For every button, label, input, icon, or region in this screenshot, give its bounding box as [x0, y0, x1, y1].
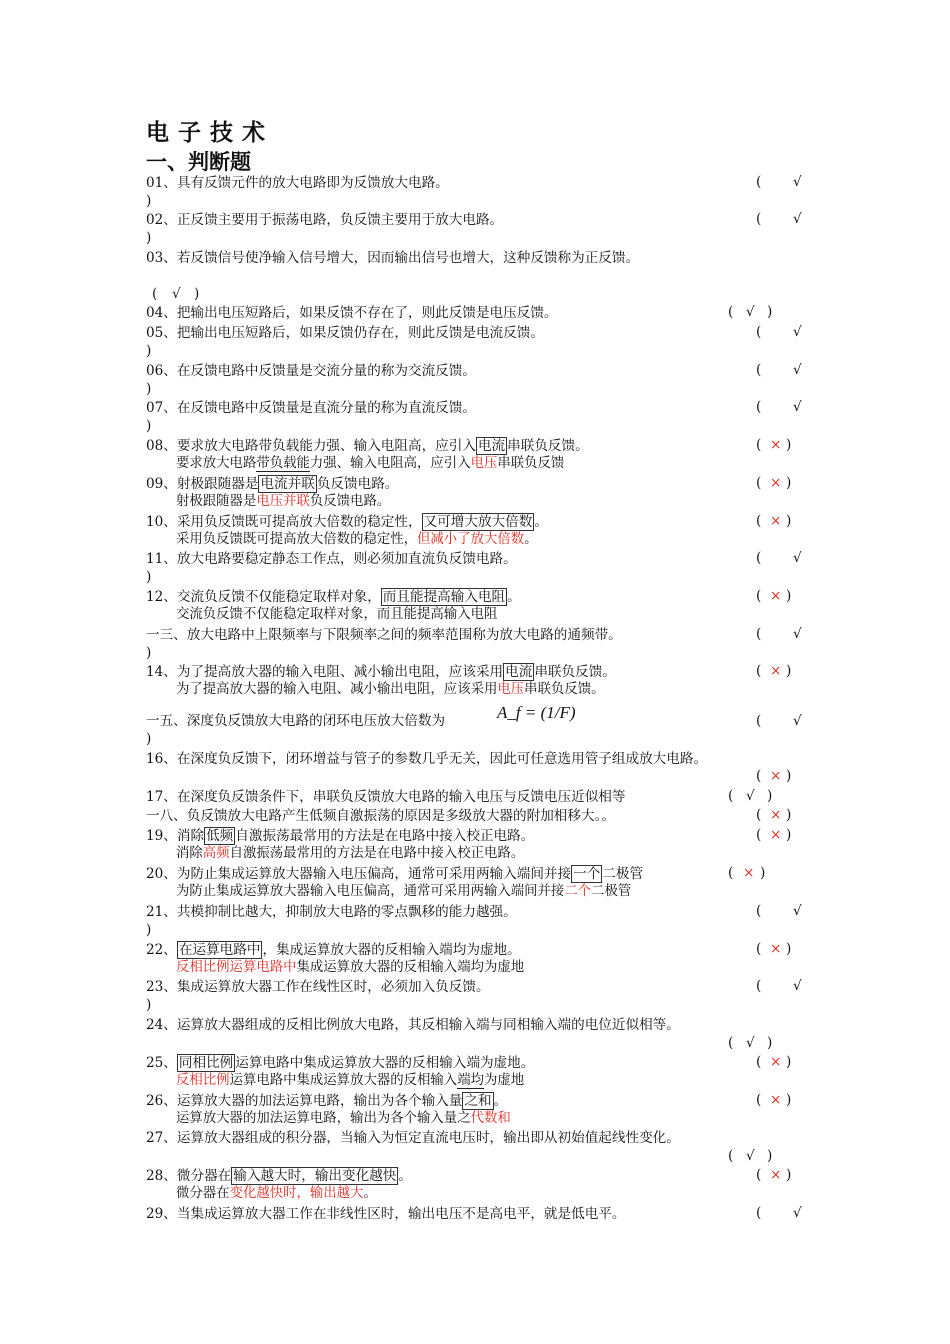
question-20: 20、为防止集成运算放大器输入电压偏高，通常可采用两输入端间并接 一个 二极管 为防止集成运算放大器输入电压偏高，通常可采用两输入端间并接二个二极管: [146, 865, 826, 901]
correction-14: 为了提高放大器的输入电阻、减小输出电阻，应该采用电压串联负反馈。: [176, 682, 605, 697]
question-11: 11、放大电路要稳定静态工作点，则必须加直流负反馈电路。: [146, 551, 517, 567]
answer-29-open: (: [756, 1205, 762, 1221]
answer-27-open: (: [728, 1148, 734, 1164]
correction-09: 射极跟随器是电压并联负反馈电路。: [176, 494, 391, 509]
answer-01-open: (: [756, 174, 762, 190]
answer-03-open: (: [152, 286, 158, 302]
answer-24-mark: √: [746, 1035, 755, 1051]
answer-09-mark: ×: [770, 475, 782, 491]
question-14: 14、为了提高放大器的输入电阻、减小输出电阻，应该采用 电流 串联负反馈。 为了提高放大器的输入电阻、减小输出电阻，应该采用电压串联负反馈。: [146, 663, 826, 699]
section-heading: 一、判断题: [146, 150, 251, 174]
answer-14-mark: ×: [770, 663, 782, 679]
correction-26: 运算放大器的加法运算电路，输出为各个输入量之代数和: [176, 1111, 511, 1126]
answer-21-close: ): [146, 922, 152, 938]
answer-04-close: ): [767, 304, 773, 320]
answer-13-close: ): [146, 645, 152, 661]
answer-16-open: (: [756, 768, 762, 784]
answer-18-mark: ×: [770, 807, 782, 823]
answer-24-close: ): [767, 1035, 773, 1051]
answer-04-mark: √: [746, 304, 755, 320]
answer-13-open: (: [756, 626, 762, 642]
answer-19-open: (: [756, 827, 762, 843]
question-05: 05、把输出电压短路后，如果反馈仍存在，则此反馈是电流反馈。: [146, 325, 544, 341]
question-18: 一八、负反馈放大电路产生低频自激振荡的原因是多级放大器的附加相移大。。: [146, 808, 615, 824]
answer-17-open: (: [728, 788, 734, 804]
answer-22-mark: ×: [770, 941, 782, 957]
answer-15-mark: √: [793, 713, 802, 729]
answer-21-open: (: [756, 903, 762, 919]
question-29: 29、当集成运算放大器工作在非线性区时，输出电压不是高电平，就是低电平。: [146, 1206, 626, 1222]
answer-23-mark: √: [793, 978, 802, 994]
answer-23-open: (: [756, 978, 762, 994]
answer-06-open: (: [756, 362, 762, 378]
answer-11-close: ): [146, 569, 152, 585]
answer-10-open: (: [756, 513, 762, 529]
answer-27-close: ): [767, 1148, 773, 1164]
answer-05-mark: √: [793, 324, 802, 340]
question-08: 08、要求放大电路带负载能力强、输入电阻高，应引入 电流 串联负反馈。 要求放大电路带负载能力强、输入电阻高，应引入电压串联负反馈: [146, 437, 826, 473]
answer-25-open: (: [756, 1054, 762, 1070]
answer-26-close: ): [786, 1092, 792, 1108]
correction-12: 交流负反馈不仅能稳定取样对象，而且能提高输入电阻: [176, 607, 498, 622]
answer-10-close: ): [786, 513, 792, 529]
answer-20-close: ): [760, 865, 766, 881]
answer-05-open: (: [756, 324, 762, 340]
question-22: 22、 在运算电路中 ，集成运算放大器的反相输入端均为虚地。 反相比例运算电路中集成运算放大器的反相输入端均为虚地: [146, 941, 826, 977]
answer-01-mark: √: [793, 174, 802, 190]
answer-11-mark: √: [793, 550, 802, 566]
answer-14-open: (: [756, 663, 762, 679]
answer-16-close: ): [786, 768, 792, 784]
answer-17-close: ): [767, 788, 773, 804]
answer-07-open: (: [756, 399, 762, 415]
answer-05-close: ): [146, 343, 152, 359]
correction-10: 采用负反馈既可提高放大倍数的稳定性，但减小了放大倍数。: [176, 532, 538, 547]
question-23: 23、集成运算放大器工作在线性区时，必须加入负反馈。: [146, 979, 490, 995]
answer-13-mark: √: [793, 626, 802, 642]
answer-08-open: (: [756, 437, 762, 453]
answer-26-open: (: [756, 1092, 762, 1108]
answer-09-close: ): [786, 475, 792, 491]
answer-10-mark: ×: [770, 513, 782, 529]
question-07: 07、在反馈电路中反馈量是直流分量的称为直流反馈。: [146, 400, 476, 416]
answer-11-open: (: [756, 550, 762, 566]
formula-closed-loop-gain: A_f = (1/F): [497, 703, 576, 722]
question-10: 10、采用负反馈既可提高放大倍数的稳定性， 又可增大放大倍数 。 采用负反馈既可提高放大倍数的稳定性，但减小了放大倍数。: [146, 513, 826, 549]
answer-12-close: ): [786, 588, 792, 604]
question-12: 12、交流负反馈不仅能稳定取样对象， 而且能提高输入电阻 。 交流负反馈不仅能稳定取样对象，而且能提高输入电阻: [146, 588, 826, 624]
question-27: 27、运算放大器组成的积分器，当输入为恒定直流电压时，输出即从初始值起线性变化。: [146, 1130, 680, 1146]
answer-18-open: (: [756, 807, 762, 823]
answer-23-close: ): [146, 997, 152, 1013]
question-26: 26、运算放大器的加法运算电路，输出为各个输入量 之和 。 运算放大器的加法运算电路，输出为各个输入量之代数和: [146, 1092, 826, 1128]
question-03: 03、若反馈信号使净输入信号增大，因而输出信号也增大，这种反馈称为正反馈。: [146, 250, 640, 266]
answer-06-mark: √: [793, 362, 802, 378]
question-09: 09、射极跟随器是 电流并联 负反馈电路。 射极跟随器是电压并联负反馈电路。: [146, 475, 826, 511]
answer-16-mark: ×: [770, 768, 782, 784]
correction-19: 消除高频自激振荡最常用的方法是在电路中接入校正电路。: [176, 846, 525, 861]
answer-19-mark: ×: [770, 827, 782, 843]
question-06: 06、在反馈电路中反馈量是交流分量的称为交流反馈。: [146, 363, 476, 379]
question-28: 28、微分器在 输入越大时，输出变化越快 。 微分器在变化越快时，输出越大。: [146, 1167, 826, 1203]
question-19: 19、消除 低频 自激振荡最常用的方法是在电路中接入校正电路。 消除高频自激振荡最常用的方法是在电路中接入校正电路。: [146, 827, 826, 863]
correction-20: 为防止集成运算放大器输入电压偏高，通常可采用两输入端间并接二个二极管: [176, 884, 632, 899]
answer-09-open: (: [756, 475, 762, 491]
answer-02-open: (: [756, 211, 762, 227]
question-25: 25、 同相比例 运算电路中集成运算放大器的反相输入端为虚地。 反相比例运算电路中集成运算放大器的反相输入端均为虚地: [146, 1054, 826, 1090]
answer-28-open: (: [756, 1167, 762, 1183]
answer-29-mark: √: [793, 1205, 802, 1221]
answer-24-open: (: [728, 1035, 734, 1051]
answer-17-mark: √: [746, 788, 755, 804]
answer-26-mark: ×: [770, 1092, 782, 1108]
answer-28-close: ): [786, 1167, 792, 1183]
question-02: 02、正反馈主要用于振荡电路，负反馈主要用于放大电路。: [146, 212, 504, 228]
answer-02-close: ): [146, 230, 152, 246]
answer-08-close: ): [786, 437, 792, 453]
answer-18-close: ): [786, 807, 792, 823]
answer-21-mark: √: [793, 903, 802, 919]
answer-08-mark: ×: [770, 437, 782, 453]
document-title: 电子技术: [146, 119, 274, 146]
question-01: 01、具有反馈元件的放大电路即为反馈放大电路。: [146, 175, 449, 191]
answer-03-mark: √: [172, 286, 181, 302]
answer-01-close: ): [146, 193, 152, 209]
correction-22: 反相比例运算电路中集成运算放大器的反相输入端均为虚地: [176, 960, 525, 975]
answer-06-close: ): [146, 381, 152, 397]
question-13: 一三、放大电路中上限频率与下限频率之间的频率范围称为放大电路的通频带。: [146, 627, 622, 643]
answer-02-mark: √: [793, 211, 802, 227]
answer-20-open: (: [728, 865, 734, 881]
answer-19-close: ): [786, 827, 792, 843]
answer-28-mark: ×: [770, 1167, 782, 1183]
answer-22-close: ): [786, 941, 792, 957]
correction-25: 反相比例运算电路中集成运算放大器的反相输入端均为虚地: [176, 1073, 525, 1088]
question-04: 04、把输出电压短路后，如果反馈不存在了，则此反馈是电压反馈。: [146, 305, 558, 321]
question-16: 16、在深度负反馈下，闭环增益与管子的参数几乎无关，因此可任意选用管子组成放大电路。: [146, 751, 708, 767]
answer-22-open: (: [756, 941, 762, 957]
question-17: 17、在深度负反馈条件下，串联负反馈放大电路的输入电压与反馈电压近似相等: [146, 789, 626, 805]
answer-12-mark: ×: [770, 588, 782, 604]
answer-25-mark: ×: [770, 1054, 782, 1070]
answer-27-mark: √: [746, 1148, 755, 1164]
answer-03-close: ): [194, 286, 200, 302]
answer-20-mark: ×: [743, 865, 755, 881]
answer-12-open: (: [756, 588, 762, 604]
answer-04-open: (: [728, 304, 734, 320]
question-24: 24、运算放大器组成的反相比例放大电路，其反相输入端与同相输入端的电位近似相等。: [146, 1017, 680, 1033]
answer-14-close: ): [786, 663, 792, 679]
answer-07-close: ): [146, 418, 152, 434]
answer-07-mark: √: [793, 399, 802, 415]
correction-08: 要求放大电路带负载能力强、输入电阻高，应引入电压串联负反馈: [176, 456, 565, 471]
answer-15-close: ): [146, 731, 152, 747]
question-21: 21、共模抑制比越大，抑制放大电路的零点飘移的能力越强。: [146, 904, 517, 920]
answer-25-close: ): [786, 1054, 792, 1070]
question-15: 一五、深度负反馈放大电路的闭环电压放大倍数为: [146, 713, 446, 729]
correction-28: 微分器在变化越快时，输出越大。: [176, 1186, 377, 1201]
answer-15-open: (: [756, 713, 762, 729]
